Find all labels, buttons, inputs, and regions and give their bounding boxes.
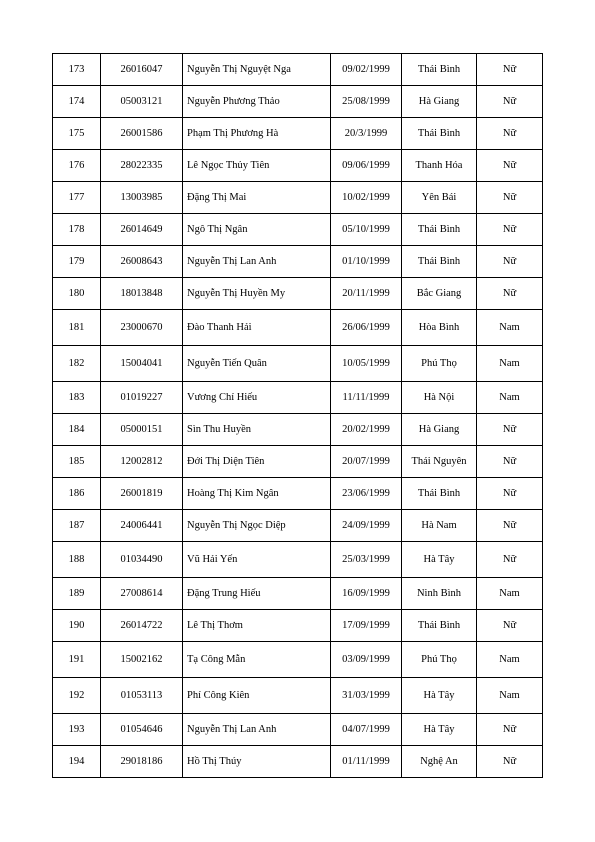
row-number-cell: 174 xyxy=(53,86,101,118)
table-row xyxy=(53,182,543,214)
student-id-cell: 23000670 xyxy=(101,310,183,346)
student-id-cell: 05000151 xyxy=(101,414,183,446)
row-number-cell: 177 xyxy=(53,182,101,214)
student-name-cell: Hồ Thị Thúy xyxy=(183,746,331,778)
row-number-cell: 185 xyxy=(53,446,101,478)
province-cell: Hà Nội xyxy=(402,382,477,414)
province-cell: Nghệ An xyxy=(402,746,477,778)
student-name-cell: Phạm Thị Phương Hà xyxy=(183,118,331,150)
student-id-cell: 01034490 xyxy=(101,542,183,578)
province-cell: Thái Bình xyxy=(402,54,477,86)
table-row xyxy=(53,542,543,578)
gender-cell: Nam xyxy=(477,642,543,678)
date-of-birth-cell: 16/09/1999 xyxy=(331,578,402,610)
table-row xyxy=(53,714,543,746)
row-number-cell: 194 xyxy=(53,746,101,778)
gender-cell: Nữ xyxy=(477,414,543,446)
gender-cell: Nữ xyxy=(477,182,543,214)
table-row xyxy=(53,414,543,446)
gender-cell: Nữ xyxy=(477,246,543,278)
table-row xyxy=(53,150,543,182)
province-cell: Yên Bái xyxy=(402,182,477,214)
table-row xyxy=(53,678,543,714)
table-row xyxy=(53,246,543,278)
gender-cell: Nữ xyxy=(477,542,543,578)
row-number-cell: 183 xyxy=(53,382,101,414)
province-cell: Bắc Giang xyxy=(402,278,477,310)
row-number-cell: 175 xyxy=(53,118,101,150)
gender-cell: Nam xyxy=(477,346,543,382)
date-of-birth-cell: 09/02/1999 xyxy=(331,54,402,86)
table-row xyxy=(53,510,543,542)
date-of-birth-cell: 25/08/1999 xyxy=(331,86,402,118)
date-of-birth-cell: 03/09/1999 xyxy=(331,642,402,678)
row-number-cell: 179 xyxy=(53,246,101,278)
student-id-cell: 01054646 xyxy=(101,714,183,746)
province-cell: Thái Bình xyxy=(402,214,477,246)
table-row xyxy=(53,310,543,346)
date-of-birth-cell: 10/05/1999 xyxy=(331,346,402,382)
province-cell: Hà Tây xyxy=(402,542,477,578)
province-cell: Thái Nguyên xyxy=(402,446,477,478)
student-id-cell: 26014722 xyxy=(101,610,183,642)
student-id-cell: 26008643 xyxy=(101,246,183,278)
student-id-cell: 26014649 xyxy=(101,214,183,246)
student-name-cell: Đào Thanh Hải xyxy=(183,310,331,346)
province-cell: Thái Bình xyxy=(402,610,477,642)
student-id-cell: 29018186 xyxy=(101,746,183,778)
gender-cell: Nữ xyxy=(477,510,543,542)
province-cell: Phú Thọ xyxy=(402,642,477,678)
province-cell: Thanh Hóa xyxy=(402,150,477,182)
date-of-birth-cell: 26/06/1999 xyxy=(331,310,402,346)
gender-cell: Nữ xyxy=(477,86,543,118)
student-id-cell: 18013848 xyxy=(101,278,183,310)
student-name-cell: Vũ Hải Yến xyxy=(183,542,331,578)
gender-cell: Nam xyxy=(477,578,543,610)
gender-cell: Nữ xyxy=(477,446,543,478)
table-body xyxy=(53,54,543,778)
table-row xyxy=(53,118,543,150)
gender-cell: Nữ xyxy=(477,746,543,778)
row-number-cell: 176 xyxy=(53,150,101,182)
date-of-birth-cell: 23/06/1999 xyxy=(331,478,402,510)
student-name-cell: Hoàng Thị Kim Ngân xyxy=(183,478,331,510)
date-of-birth-cell: 09/06/1999 xyxy=(331,150,402,182)
student-name-cell: Ngô Thị Ngân xyxy=(183,214,331,246)
gender-cell: Nữ xyxy=(477,214,543,246)
table-row xyxy=(53,382,543,414)
student-name-cell: Sìn Thu Huyền xyxy=(183,414,331,446)
date-of-birth-cell: 05/10/1999 xyxy=(331,214,402,246)
date-of-birth-cell: 11/11/1999 xyxy=(331,382,402,414)
row-number-cell: 178 xyxy=(53,214,101,246)
province-cell: Thái Bình xyxy=(402,246,477,278)
date-of-birth-cell: 04/07/1999 xyxy=(331,714,402,746)
student-id-cell: 12002812 xyxy=(101,446,183,478)
date-of-birth-cell: 17/09/1999 xyxy=(331,610,402,642)
province-cell: Hà Tây xyxy=(402,714,477,746)
province-cell: Phú Thọ xyxy=(402,346,477,382)
student-name-cell: Đặng Trung Hiếu xyxy=(183,578,331,610)
province-cell: Hòa Bình xyxy=(402,310,477,346)
date-of-birth-cell: 20/3/1999 xyxy=(331,118,402,150)
student-id-cell: 28022335 xyxy=(101,150,183,182)
student-name-cell: Nguyễn Thị Lan Anh xyxy=(183,714,331,746)
student-id-cell: 15002162 xyxy=(101,642,183,678)
date-of-birth-cell: 25/03/1999 xyxy=(331,542,402,578)
province-cell: Hà Tây xyxy=(402,678,477,714)
province-cell: Thái Bình xyxy=(402,478,477,510)
student-id-cell: 26016047 xyxy=(101,54,183,86)
student-name-cell: Nguyễn Phương Thảo xyxy=(183,86,331,118)
table-row xyxy=(53,346,543,382)
date-of-birth-cell: 01/10/1999 xyxy=(331,246,402,278)
student-name-cell: Nguyễn Thị Ngọc Diệp xyxy=(183,510,331,542)
table-row xyxy=(53,642,543,678)
row-number-cell: 189 xyxy=(53,578,101,610)
date-of-birth-cell: 01/11/1999 xyxy=(331,746,402,778)
gender-cell: Nam xyxy=(477,678,543,714)
student-id-cell: 05003121 xyxy=(101,86,183,118)
student-name-cell: Nguyễn Thị Huyền My xyxy=(183,278,331,310)
student-name-cell: Vương Chí Hiếu xyxy=(183,382,331,414)
gender-cell: Nữ xyxy=(477,714,543,746)
table-row xyxy=(53,214,543,246)
student-name-cell: Phí Công Kiên xyxy=(183,678,331,714)
student-id-cell: 24006441 xyxy=(101,510,183,542)
gender-cell: Nữ xyxy=(477,478,543,510)
row-number-cell: 193 xyxy=(53,714,101,746)
row-number-cell: 186 xyxy=(53,478,101,510)
gender-cell: Nam xyxy=(477,310,543,346)
gender-cell: Nữ xyxy=(477,150,543,182)
row-number-cell: 192 xyxy=(53,678,101,714)
date-of-birth-cell: 20/07/1999 xyxy=(331,446,402,478)
row-number-cell: 180 xyxy=(53,278,101,310)
table-row xyxy=(53,86,543,118)
student-name-cell: Nguyễn Thị Nguyệt Nga xyxy=(183,54,331,86)
row-number-cell: 187 xyxy=(53,510,101,542)
student-id-cell: 15004041 xyxy=(101,346,183,382)
student-id-cell: 13003985 xyxy=(101,182,183,214)
student-list-table xyxy=(52,53,543,778)
student-id-cell: 26001586 xyxy=(101,118,183,150)
gender-cell: Nữ xyxy=(477,610,543,642)
province-cell: Hà Nam xyxy=(402,510,477,542)
student-name-cell: Nguyễn Thị Lan Anh xyxy=(183,246,331,278)
date-of-birth-cell: 24/09/1999 xyxy=(331,510,402,542)
table-row xyxy=(53,54,543,86)
table-row xyxy=(53,578,543,610)
table-row xyxy=(53,278,543,310)
gender-cell: Nữ xyxy=(477,118,543,150)
student-id-cell: 26001819 xyxy=(101,478,183,510)
gender-cell: Nữ xyxy=(477,278,543,310)
row-number-cell: 184 xyxy=(53,414,101,446)
gender-cell: Nữ xyxy=(477,54,543,86)
row-number-cell: 190 xyxy=(53,610,101,642)
row-number-cell: 182 xyxy=(53,346,101,382)
table-row xyxy=(53,446,543,478)
student-name-cell: Lê Ngọc Thủy Tiên xyxy=(183,150,331,182)
table-row xyxy=(53,610,543,642)
row-number-cell: 173 xyxy=(53,54,101,86)
row-number-cell: 188 xyxy=(53,542,101,578)
date-of-birth-cell: 20/11/1999 xyxy=(331,278,402,310)
student-id-cell: 27008614 xyxy=(101,578,183,610)
table-row xyxy=(53,746,543,778)
row-number-cell: 191 xyxy=(53,642,101,678)
student-name-cell: Đặng Thị Mai xyxy=(183,182,331,214)
date-of-birth-cell: 20/02/1999 xyxy=(331,414,402,446)
province-cell: Thái Bình xyxy=(402,118,477,150)
gender-cell: Nam xyxy=(477,382,543,414)
student-id-cell: 01053113 xyxy=(101,678,183,714)
student-name-cell: Lê Thị Thơm xyxy=(183,610,331,642)
date-of-birth-cell: 10/02/1999 xyxy=(331,182,402,214)
student-name-cell: Nguyễn Tiến Quân xyxy=(183,346,331,382)
student-id-cell: 01019227 xyxy=(101,382,183,414)
row-number-cell: 181 xyxy=(53,310,101,346)
province-cell: Ninh Bình xyxy=(402,578,477,610)
table-row xyxy=(53,478,543,510)
student-name-cell: Đới Thị Diện Tiên xyxy=(183,446,331,478)
student-name-cell: Tạ Công Mẫn xyxy=(183,642,331,678)
province-cell: Hà Giang xyxy=(402,86,477,118)
province-cell: Hà Giang xyxy=(402,414,477,446)
date-of-birth-cell: 31/03/1999 xyxy=(331,678,402,714)
